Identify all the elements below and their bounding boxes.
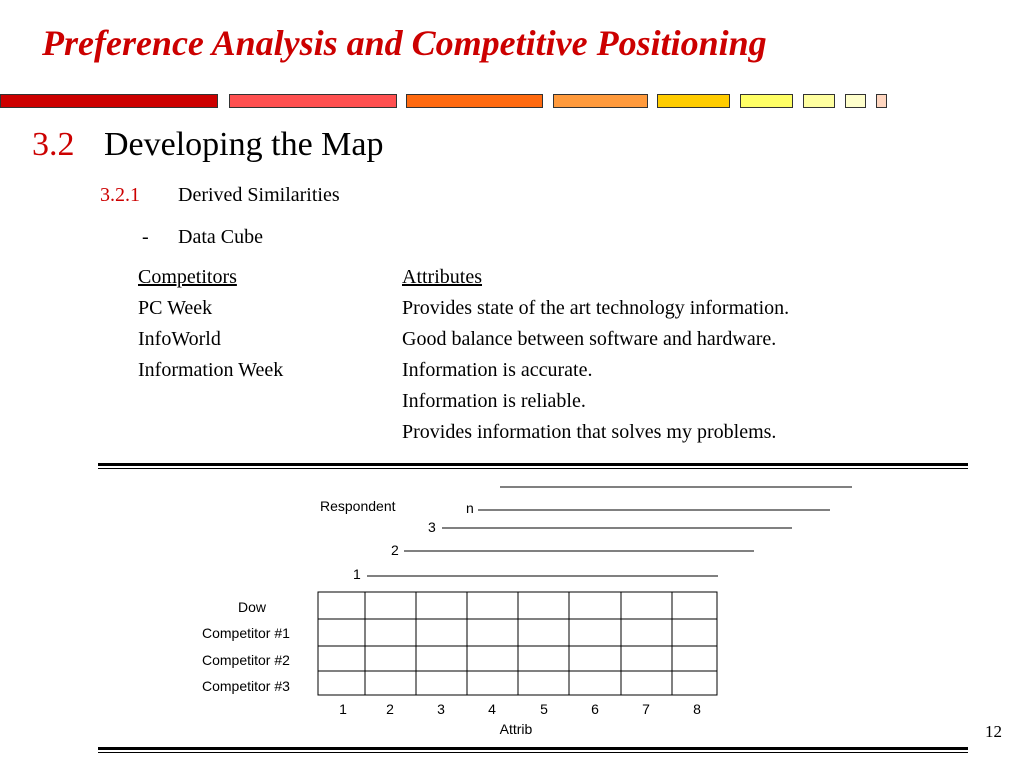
page-number: 12 bbox=[985, 722, 1002, 741]
bullet-marker: - bbox=[142, 226, 149, 248]
col-label: 6 bbox=[591, 701, 599, 717]
attribute-item: Good balance between software and hardware. bbox=[402, 328, 777, 350]
competitor-item: PC Week bbox=[138, 297, 213, 319]
col-label: 8 bbox=[693, 701, 701, 717]
divider-bottom bbox=[98, 747, 968, 753]
grid bbox=[318, 592, 717, 695]
competitors-header: Competitors bbox=[138, 266, 237, 288]
respondent-layer-label: 1 bbox=[353, 566, 361, 582]
subsection-number: 3.2.1 bbox=[100, 184, 140, 206]
row-label: Competitor #2 bbox=[202, 652, 290, 668]
section-title: Developing the Map bbox=[104, 126, 384, 163]
attribute-item: Provides information that solves my problems. bbox=[402, 421, 777, 443]
attribute-item: Information is accurate. bbox=[402, 359, 593, 381]
attributes-header: Attributes bbox=[402, 266, 482, 288]
section-number: 3.2 bbox=[32, 126, 75, 163]
respondent-label: Respondent bbox=[320, 498, 396, 514]
col-label: 1 bbox=[339, 701, 347, 717]
col-label: 5 bbox=[540, 701, 548, 717]
slide-title: Preference Analysis and Competitive Positioning bbox=[42, 23, 767, 63]
col-label: 7 bbox=[642, 701, 650, 717]
x-axis-label: Attrib bbox=[499, 721, 533, 737]
respondent-layer-label: 3 bbox=[428, 519, 436, 535]
row-label: Competitor #1 bbox=[202, 625, 290, 641]
col-label: 4 bbox=[488, 701, 496, 717]
col-label: 3 bbox=[437, 701, 445, 717]
subsection-title: Derived Similarities bbox=[178, 184, 340, 206]
competitor-item: InfoWorld bbox=[138, 328, 221, 350]
bullet-label: Data Cube bbox=[178, 226, 263, 248]
row-label: Dow bbox=[238, 599, 267, 615]
row-label: Competitor #3 bbox=[202, 678, 290, 694]
attribute-item: Information is reliable. bbox=[402, 390, 586, 412]
respondent-layer-label: 2 bbox=[391, 542, 399, 558]
col-label: 2 bbox=[386, 701, 394, 717]
competitor-item: Information Week bbox=[138, 359, 284, 381]
respondent-layer-label: n bbox=[466, 500, 474, 516]
attribute-item: Provides state of the art technology information. bbox=[402, 297, 790, 319]
